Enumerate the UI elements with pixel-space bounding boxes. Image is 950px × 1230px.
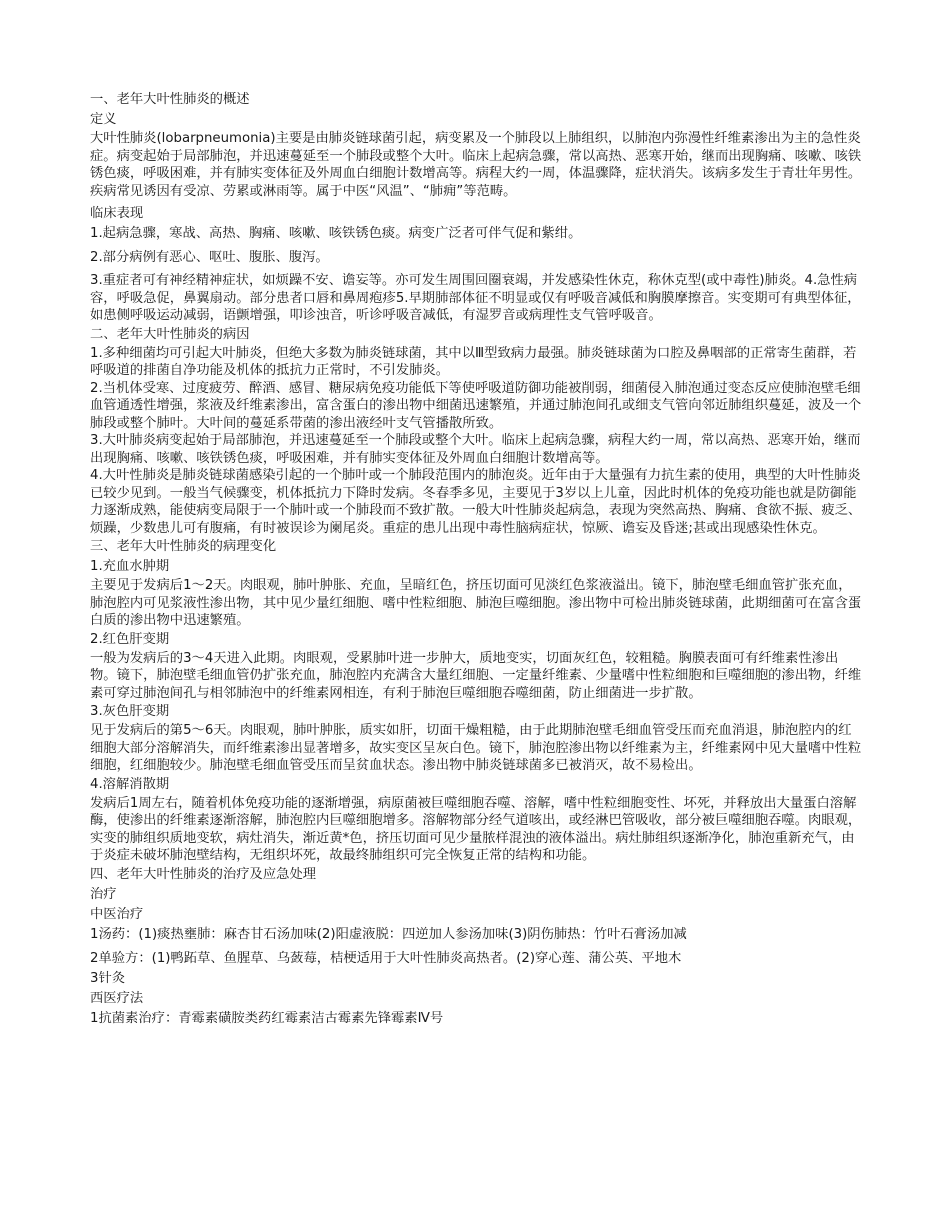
paragraph-clinical-2: 2.部分病例有恶心、呕吐、腹胀、腹泻。: [90, 250, 329, 265]
paragraph-cause-2: 2.当机体受寒、过度疲劳、醉酒、感冒、糖尿病免疫功能低下等使呼吸道防御功能被削弱，细菌侵入肺泡通过变态反应使肺泡壁毛细血管通透性增强，浆液及纤维素渗出，富含蛋白的渗出物中细菌迅速繁殖，并通过肺泡间孔或细支气管向邻近肺组织蔓延，波及一个肺段或整个肺叶。大叶间的蔓延系带菌的渗出液经叶支气管播散所致。: [90, 380, 862, 431]
paragraph-western-1: 1抗菌素治疗：青霉素磺胺类药红霉素洁古霉素先锋霉素Ⅳ号: [90, 1010, 444, 1026]
subheading-tcm: 中医治疗: [90, 906, 144, 922]
paragraph-clinical-1: 1.起病急骤，寒战、高热、胸痛、咳嗽、咳铁锈色痰。病变广泛者可伴气促和紫绀。: [90, 226, 582, 241]
subheading-stage-2: 2.红色肝变期: [90, 631, 170, 647]
paragraph-cause-1: 1.多种细菌均可引起大叶肺炎，但绝大多数为肺炎链球菌，其中以Ⅲ型致病力最强。肺炎链球菌为口腔及鼻咽部的正常寄生菌群，若呼吸道的排菌自净功能及机体的抵抗力正常时，不引发肺炎。: [90, 345, 857, 378]
paragraph-stage-1: 主要见于发病后1～2天。肉眼观，肺叶肿胀、充血，呈暗红色，挤压切面可见淡红色浆液溢出。镜下，肺泡壁毛细血管扩张充血，肺泡腔内可见浆液性渗出物，其中见少量红细胞、嗜中性粒细胞、肺泡巨噬细胞。渗出物中可检出肺炎链球菌，此期细菌可在富含蛋白质的渗出物中迅速繁殖。: [90, 578, 862, 628]
paragraph-definition: 大叶性肺炎(lobarpneumonia)主要是由肺炎链球菌引起，病变累及一个肺段以上肺组织，以肺泡内弥漫性纤维素渗出为主的急性炎症。病变起始于局部肺泡，并迅速蔓延至一个肺段或整个大叶。临床上起病急骤，常以高热、恶寒开始，继而出现胸痛、咳嗽、咳铁锈色痰，呼吸困难，并有肺实变体征及外周血白细胞计数增高等。病程大约一周，体温骤降，症状消失。该病多发生于青壮年男性。疾病常见诱因有受凉、劳累或淋雨等。属于中医“风温”、“肺痈”等范畴。: [90, 131, 862, 199]
section-heading-treatment: 四、老年大叶性肺炎的治疗及应急处理: [90, 866, 317, 882]
paragraph-stage-3: 见于发病后的第5～6天。肉眼观，肺叶肿胀，质实如肝，切面干燥粗糙，由于此期肺泡壁毛细血管受压而充血消退，肺泡腔内的红细胞大部分溶解消失，而纤维素渗出显著增多，故实变区呈灰白色。镜下，肺泡腔渗出物以纤维素为主，纤维素网中见大量嗜中性粒细胞，红细胞较少。肺泡壁毛细血管受压而呈贫血状态。渗出物中肺炎链球菌多已被消灭，故不易检出。: [90, 723, 862, 773]
paragraph-clinical-3: 3.重症者可有神经精神症状，如烦躁不安、谵妄等。亦可发生周围回圈衰竭，并发感染性休克，称休克型(或中毒性)肺炎。4.急性病容，呼吸急促，鼻翼扇动。部分患者口唇和鼻周疱疹5.早期肺部体征不明显或仅有呼吸音减低和胸膜摩擦音。实变期可有典型体征，如患侧呼吸运动减弱，语颤增强，叩诊浊音，听诊呼吸音减低，有湿罗音或病理性支气管呼吸音。: [90, 273, 861, 323]
subheading-western: 西医疗法: [90, 990, 144, 1006]
paragraph-tcm-1: 1汤药：(1)痰热壅肺：麻杏甘石汤加味(2)阳虚液脱：四逆加人参汤加味(3)阴伤肺热：竹叶石膏汤加减: [90, 926, 687, 942]
subheading-definition: 定义: [90, 112, 117, 127]
paragraph-stage-4: 发病后1周左右，随着机体免疫功能的逐渐增强，病原菌被巨噬细胞吞噬、溶解，嗜中性粒细胞变性、坏死，并释放出大量蛋白溶解酶，使渗出的纤维素逐渐溶解，肺泡腔内巨噬细胞增多。溶解物部分经气道咳出，或经淋巴管吸收，部分被巨噬细胞吞噬。肉眼观，实变的肺组织质地变软，病灶消失，渐近黄*色，挤压切面可见少量脓样混浊的液体溢出。病灶肺组织逐渐净化，肺泡重新充气，由于炎症未破坏肺泡壁结构，无组织坏死，故最终肺组织可完全恢复正常的结构和功能。: [90, 795, 862, 863]
paragraph-tcm-3: 3针灸: [90, 970, 126, 986]
section-heading-cause: 二、老年大叶性肺炎的病因: [90, 326, 250, 342]
paragraph-cause-4: 4.大叶性肺炎是肺炎链球菌感染引起的一个肺叶或一个肺段范围内的肺泡炎。近年由于大量强有力抗生素的使用，典型的大叶性肺炎已较少见到。一般当气候骤变，机体抵抗力下降时发病。冬春季多见，主要见于3岁以上儿童，因此时机体的免疫功能也就是防御能力逐渐成熟，能使病变局限于一个肺叶或一个肺段而不致扩散。一般大叶性肺炎起病急，表现为突然高热、胸痛、食欲不振、疲乏、烦躁，少数患儿可有腹痛，有时被误诊为阑尾炎。重症的患儿出现中毒性脑病症状，惊厥、谵妄及昏迷;甚或出现感染性休克。: [90, 468, 862, 536]
subheading-stage-4: 4.溶解消散期: [90, 776, 170, 792]
subheading-treatment: 治疗: [90, 886, 117, 902]
paragraph-tcm-2: 2单验方：(1)鸭跖草、鱼腥草、乌蔹莓，桔梗适用于大叶性肺炎高热者。(2)穿心莲、蒲公英、平地木: [90, 950, 682, 966]
paragraph-stage-2: 一般为发病后的3～4天进入此期。肉眼观，受累肺叶进一步肿大，质地变实，切面灰红色，较粗糙。胸膜表面可有纤维素性渗出物。镜下，肺泡壁毛细血管仍扩张充血，肺泡腔内充满含大量红细胞、一定量纤维素、少量嗜中性粒细胞和巨噬细胞的渗出物，纤维素可穿过肺泡间孔与相邻肺泡中的纤维素网相连，有利于肺泡巨噬细胞吞噬细菌，防止细菌进一步扩散。: [90, 650, 862, 701]
subheading-clinical: 临床表现: [90, 206, 144, 221]
subheading-stage-1: 1.充血水肿期: [90, 559, 170, 574]
section-heading-pathology: 三、老年大叶性肺炎的病理变化: [90, 539, 277, 554]
subheading-stage-3: 3.灰色肝变期: [90, 704, 170, 719]
paragraph-cause-3: 3.大叶肺炎病变起始于局部肺泡，并迅速蔓延至一个肺段或整个大叶。临床上起病急骤，病程大约一周，常以高热、恶寒开始，继而出现胸痛、咳嗽、咳铁锈色痰，呼吸困难，并有肺实变体征及外周血白细胞计数增高等。: [90, 433, 861, 466]
document-body: [90, 90, 862, 1029]
section-heading-overview: 一、老年大叶性肺炎的概述: [90, 92, 250, 107]
